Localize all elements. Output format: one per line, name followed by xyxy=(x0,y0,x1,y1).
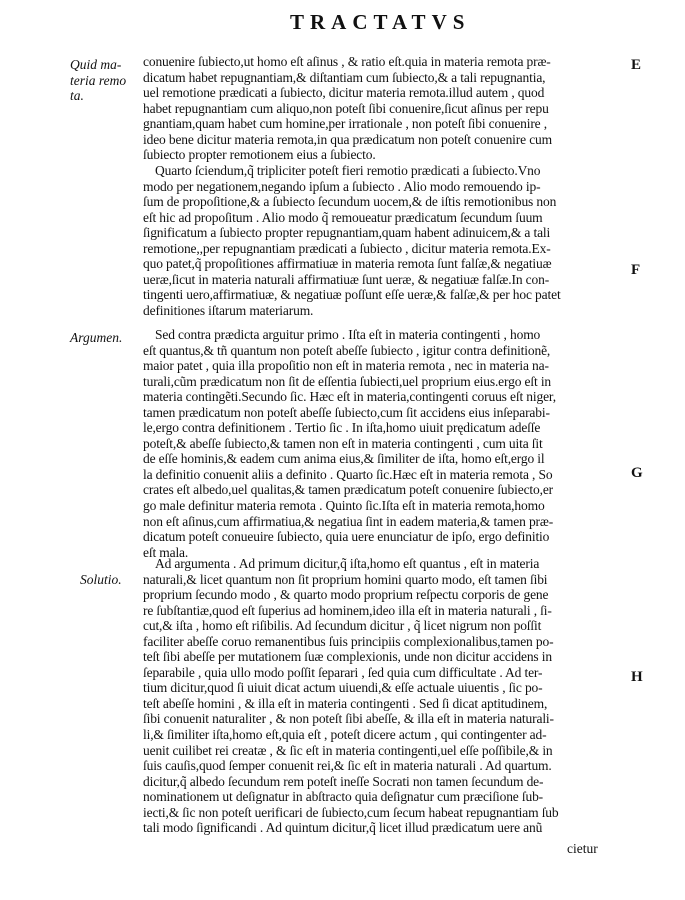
text-line: re ſubſtantiæ,quod eſt ſuperius ad hominem,ideo illa eſt in materia naturali , ſi- xyxy=(143,602,552,618)
text-line: ueræ,ſicut in materia naturali affirmatiuæ ſunt ueræ, & negatiuæ falſæ.In con- xyxy=(143,271,550,287)
text-line: cut,& iſta , homo eſt riſibilis. Ad ſecundum dicitur , q̃ licet nigrum non poſſit xyxy=(143,618,542,634)
text-line: quo patet,q̃ propoſitiones affirmatiuæ in materia remota ſunt falſæ,& negatiuæ xyxy=(143,256,552,272)
margin-note-line: teria remo xyxy=(70,72,127,88)
text-line: eſt quantus,& tñ quantum non poteſt abeſſe ſubiecto , igitur contra definitionẽ, xyxy=(143,342,551,358)
text-line: poteſt,& abeſſe ſubiecto,& tamen non eſt in materia contingenti , cum uita ſit xyxy=(143,435,543,451)
text-line: ſignificatum a ſubiecto propter repugnantiam,quam habent adinuicem,& a tali xyxy=(143,225,551,241)
text-line: teſt abeſſe homini , & illa eſt in materia contingenti . Sed ſi dicat aptitudinem, xyxy=(143,695,548,711)
text-line: ſeparabile , quia ullo modo poſſit ſeparari , ſed quia cum difficultate . Ad ter- xyxy=(143,664,543,680)
section-letter-g: G xyxy=(631,465,643,481)
text-line: materia contingẽti.Secundo ſic. Hæc eſt in materia,contingenti coruus eſt niger, xyxy=(143,389,556,405)
text-line: maior patet , quia illa propoſitio non eſt in materia remota , nec in materia na- xyxy=(143,358,549,374)
paragraph-materia-remota xyxy=(143,54,621,163)
text-line: ſum de propoſitione,& a ſubiecto ſecundum uocem,& de iſtis remotionibus non xyxy=(143,194,557,210)
margin-note-quid-materia-remota xyxy=(70,57,140,104)
text-line: tium dicitur,quod ſi uiuit dicat actum uiuendi,& eſſe actuale uiuentis , ſic po- xyxy=(143,680,543,696)
text-line: teſt ſibi abeſſe per mutationem ſuæ complexionis, unde non dicitur accidens in xyxy=(143,649,552,665)
text-line: go male definitur materia remota . Quinto ſic.Iſta eſt in materia remota,homo xyxy=(143,498,545,514)
catchword: cietur xyxy=(567,841,598,856)
text-line: nominationem ut deſignatur in abſtracto quia deſignatur cum præciſione ſub- xyxy=(143,789,544,805)
paragraph-ad-argumenta xyxy=(143,556,621,836)
text-line: le,ergo contra definitionem . Tertio ſic . In iſta,homo uiuit prędicatum adeſſe xyxy=(143,420,541,436)
paragraph-quarto-sciendum xyxy=(143,163,621,318)
text-line: definitiones iſtarum materiarum. xyxy=(143,302,314,318)
text-line: iecti,& ſic non poteſt uerificari de ſubiecto,cum ſecum habeat repugnantiam ſub xyxy=(143,804,559,820)
margin-note-line: ta. xyxy=(70,88,84,103)
text-line: eſt mala. xyxy=(143,544,189,560)
text-line: ideo bene dicitur materia remota,in qua prædicatum non poteſt conuenire cum xyxy=(143,131,552,147)
text-line: proprium ſecundo modo , & quarto modo proprium reſpectu corporis de gene xyxy=(143,587,549,603)
text-line: dicatum poteſt conueuire ſubiecto, quia uere enunciatur de ipſo, ergo definitio xyxy=(143,529,550,545)
section-letter-f: F xyxy=(631,262,641,278)
text-line: Ad argumenta . Ad primum dicitur,q̃ iſta,homo eſt quantus , eſt in materia xyxy=(155,556,540,571)
text-line: de eſſe hominis,& eadem cum anima eius,& ſimiliter de iſta, homo eſt,ergo il xyxy=(143,451,545,467)
margin-note-argumentum: Argumen. xyxy=(70,330,123,345)
text-line: dicitur,q̃ albedo ſecundum rem poteſt ineſſe Socrati non tamen ſecundum de- xyxy=(143,773,544,789)
text-line: modo per negationem,negando ipſum a ſubiecto . Alio modo remouendo ip- xyxy=(143,178,541,194)
text-line: li,& ſimiliter iſta,homo eſt,quia eſt , poteſt dicere actum , qui contingenter ad- xyxy=(143,727,547,743)
running-head: TRACTATVS xyxy=(290,10,471,34)
text-line: Quarto ſciendum,q̃ tripliciter poteſt fieri remotio prædicati a ſubiecto.Vno xyxy=(155,163,541,178)
text-line: uenit cuilibet rei creatæ , & ſic eſt in materia contingenti,uel eſſe poſſibile,& in xyxy=(143,742,553,758)
text-line: conuenire ſubiecto,ut homo eſt aſinus , & ratio eſt.quia in materia remota præ- xyxy=(143,54,551,69)
text-line: tamen prædicatum non poteſt abeſſe ſubiecto,cum ſit accidens eius inſeparabi- xyxy=(143,404,550,420)
text-line: remotione,,per repugnantiam prædicati a ſubiecto , dicitur materia remota.Ex- xyxy=(143,240,551,256)
text-line: habet repugnantiam cum aliquo,non poteſt ſibi conuenire,ſicut aſinus per repu xyxy=(143,100,549,116)
margin-note-line: Quid ma- xyxy=(70,57,122,72)
section-letter-e: E xyxy=(631,57,642,73)
paragraph-sed-contra xyxy=(143,327,621,560)
section-letter-h: H xyxy=(631,669,643,685)
text-line: non eſt aſinus,cum affirmatiua,& negatiua ſint in eadem materia,& tamen præ- xyxy=(143,513,554,529)
text-line: la definitio conuenit aliis a definito . Quarto ſic.Hæc eſt in materia remota , So xyxy=(143,466,553,482)
text-line: Sed contra prædicta arguitur primo . Iſta eſt in materia contingenti , homo xyxy=(155,327,541,342)
text-line: tingenti uero,affirmatiuæ, & negatiuæ poſſunt eſſe ueræ,& falſæ,& per hoc patet xyxy=(143,287,561,303)
text-line: eſt hic ad propoſitum . Alio modo q̃ remoueatur prædicatum ſecundum ſuum xyxy=(143,209,543,225)
text-line: turali,cũm prædicatum non ſit de eſſentia ſubiecti,uel proprium eius.ergo eſt in xyxy=(143,373,552,389)
margin-note-solutio: Solutio. xyxy=(80,572,122,587)
text-line: crates eſt albedo,uel qualitas,& tamen prædicatum poteſt conuenire ſubiecto,er xyxy=(143,482,554,498)
text-line: naturali,& licet quantum non ſit proprium homini quarto modo, eſt tamen ſibi xyxy=(143,571,548,587)
text-line: ſuis cauſis,quod ſemper conuenit rei,& ſic eſt in materia naturali . Ad quartum. xyxy=(143,758,552,774)
text-line: faciliter abeſſe coruo remanentibus ſuis principiis complexionalibus,tamen po- xyxy=(143,633,554,649)
text-line: uel remotione prædicati a ſubiecto, dicitur materia remota.illud autem , quod xyxy=(143,85,545,101)
text-line: gnantiam,quam habet cum homine,per irrationale , non poteſt ſibi conuenire , xyxy=(143,116,547,132)
text-line: ſibi conuenit naturaliter , & non poteſt ſibi abeſſe, & illa eſt in materia naturali- xyxy=(143,711,554,727)
text-line: dicatum habet repugnantiam,& diſtantiam cum ſubiecto,& a tali repugnantia, xyxy=(143,69,546,85)
text-line: ſubiecto propter remotionem eius a ſubiecto. xyxy=(143,147,376,163)
text-line: tali modo ſignificandi . Ad quintum dicitur,q̃ licet illud prædicatum uere anũ xyxy=(143,820,543,836)
